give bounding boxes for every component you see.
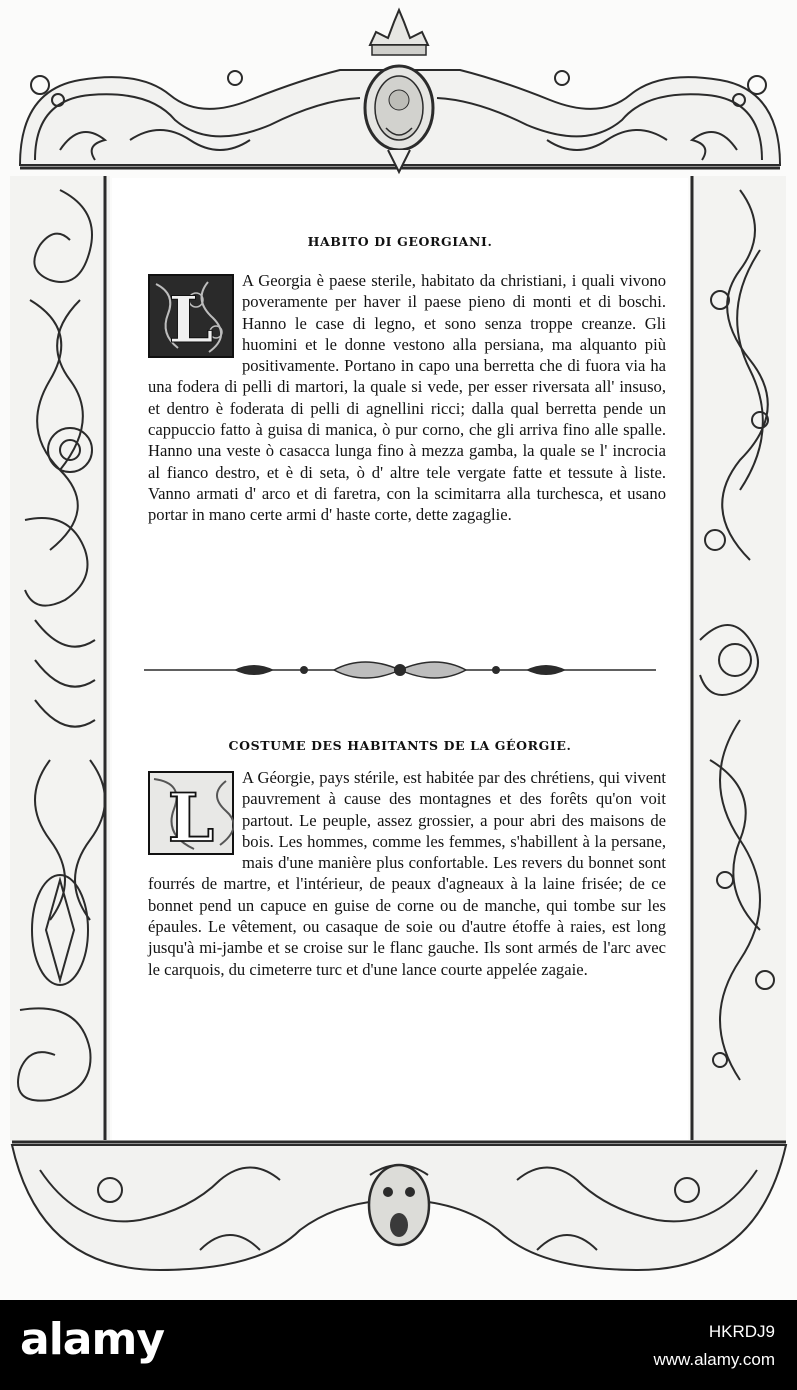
text-panel [112,178,688,1140]
french-body-text: A Géorgie, pays stérile, est habitée par des chrétiens, qui vivent pauvrement à cause des montagnes et des forêts qu'on voit partout. Le peuple, assez grossier, a pour abri des maisons de bois. Les hommes, comme les femmes, s'habillent à la persane, mais d'une manière plus confortable. Les revers du bonnet sont fourrés de martre, et l'intérieur, de peaux d'agneaux à la laine frisée; de ce bonnet pend un capuce en guise de corne ou de manche, qui tombe sur les épaules. Le vêtement, ou casaque de soie ou d'autre étoffe à raies, est long jusqu'à mi-jambe et se croise sur le flanc gauche. Ils sont armés de l'arc avec le carquois, du cimeterre turc et d'une lance courte appelée zagaie. [148,768,666,979]
italian-body-text: A Georgia è paese sterile, habitato da christiani, i quali vivono poveramente per haver il paese pieno di monti et di boschi. Hanno le case di legno, et sono senza troppe creanze. Gli huomini et le donne vestono alla persiana, ma alquanto più positivamente. Portano in capo una berretta che di fuora via ha una fodera di pelli di martori, la quale si vede, per esser riversata all' insuso, et dentro è foderata di pelli di agnellini ricci; dalla qual berretta pende un cappuccio fatto à guisa di manica, ò pur corno, che gli arriva fino alle spalle. Hanno una veste ò casacca lunga fino à mezza gamba, la quale se l' incrocia al fianco destro, et è di seta, ò d' altre tele vergate fatte et tessute à liste. Vanno armati d' arco et di faretra, con la scimitarra alla turchesca, et usano portar in mano certe armi d' haste corte, dette zagaglie. [148,271,666,525]
right-ornament [690,176,786,1141]
svg-text:L: L [167,779,215,855]
crown-finial-icon [370,10,428,55]
ornamental-initial-french [148,771,234,855]
svg-text:L: L [168,283,214,358]
image-id: HKRDJ9 [708,1322,775,1341]
ornamental-initial-italian [148,274,234,358]
stock-watermark-bar [0,1300,797,1390]
stock-url: www.alamy.com [653,1350,775,1369]
decorated-initial-icon [148,771,234,855]
french-heading: COSTUME DES HABITANTS DE LA GÉORGIE. [228,738,572,753]
french-paragraph [148,767,666,980]
grotesque-mask-icon [369,1165,429,1245]
left-ornament [10,176,110,1141]
alamy-logo: alamy [20,1314,164,1365]
italian-heading: HABITO DI GEORGIANI. [307,234,493,249]
decorated-initial-icon [148,274,234,358]
floral-divider-icon [144,656,656,684]
italian-paragraph [148,270,666,526]
